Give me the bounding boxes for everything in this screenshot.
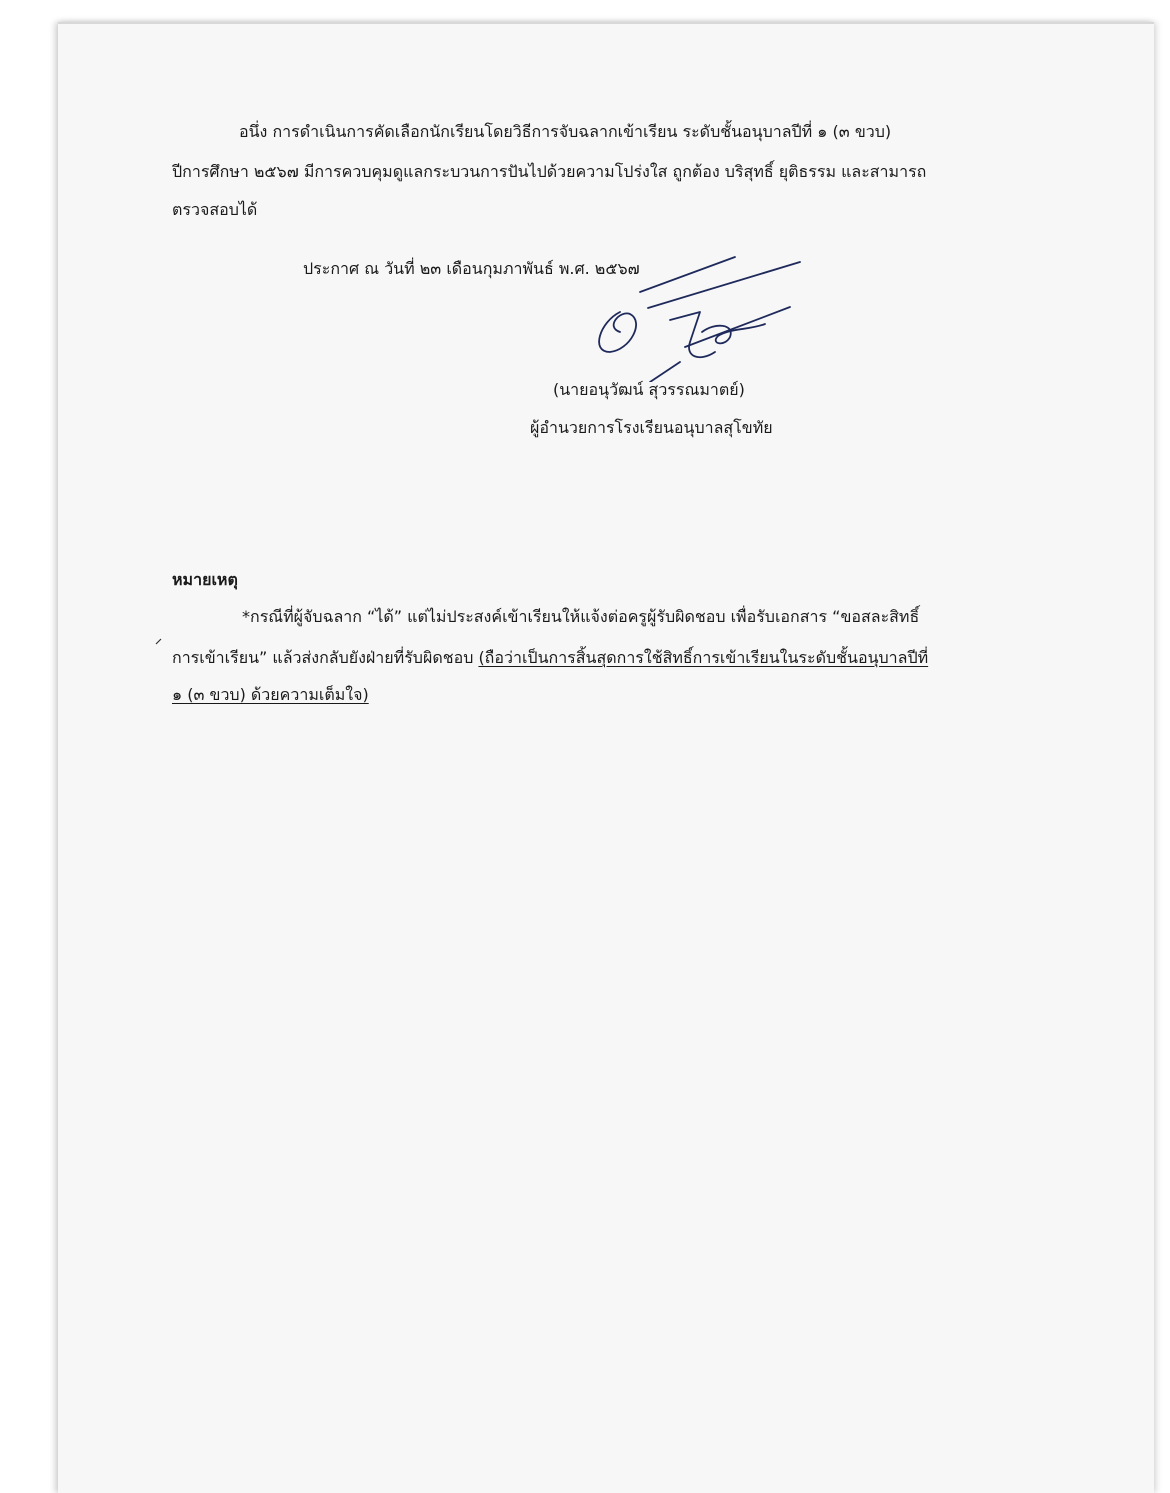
note-line-2-text: การเข้าเรียน” แล้วส่งกลับยังฝ่ายที่รับผิดชอบ (172, 648, 474, 667)
note-line-1: *กรณีที่ผู้จับฉลาก “ได้” แต่ไม่ประสงค์เข้าเรียนให้แจ้งต่อครูผู้รับผิดชอบ เพื่อรับเอกสาร “ขอสละสิทธิ์ (242, 607, 920, 626)
note-line-3-underlined: ๑ (๓ ขวบ) ด้วยความเต็มใจ) (172, 685, 369, 704)
signatory-position: ผู้อำนวยการโรงเรียนอนุบาลสุโขทัย (530, 418, 773, 437)
announcement-date: ประกาศ ณ วันที่ ๒๓ เดือนกุมภาพันธ์ พ.ศ. ๒๕๖๗ (303, 259, 640, 278)
document-page (58, 22, 1154, 1493)
paragraph-line-1: อนึ่ง การดำเนินการคัดเลือกนักเรียนโดยวิธีการจับฉลากเข้าเรียน ระดับชั้นอนุบาลปีที่ ๑ (๓ ขวบ) (239, 122, 892, 141)
note-heading: หมายเหตุ (172, 570, 238, 589)
stray-mark (154, 636, 164, 646)
paragraph-line-2: ปีการศึกษา ๒๕๖๗ มีการควบคุมดูแลกระบวนการปันไปด้วยความโปร่งใส ถูกต้อง บริสุทธิ์ ยุติธรรม และสามารถ (172, 162, 927, 181)
note-line-2-underlined: (ถือว่าเป็นการสิ้นสุดการใช้สิทธิ์การเข้าเรียนในระดับชั้นอนุบาลปีที่ (478, 648, 929, 667)
page-edge (58, 22, 1154, 24)
signatory-name: (นายอนุวัฒน์ สุวรรณมาตย์) (553, 380, 745, 399)
note-line-2 (172, 648, 928, 668)
signature-image (590, 252, 810, 382)
paragraph-line-3: ตรวจสอบได้ (172, 200, 258, 219)
